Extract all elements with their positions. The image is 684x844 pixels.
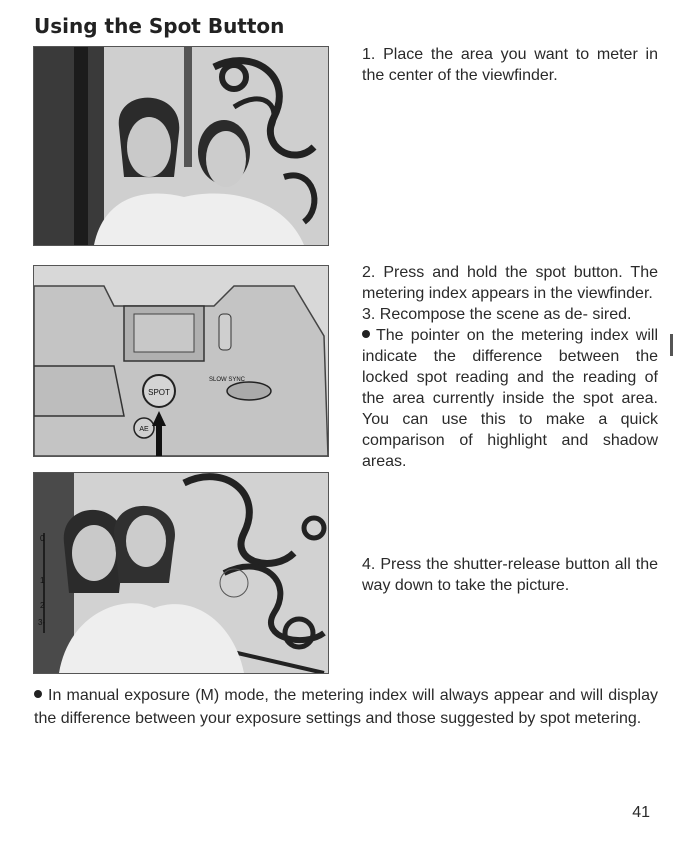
footer-note (34, 684, 658, 730)
metering-index-mark-mid: 1 (40, 576, 45, 585)
page-title: Using the Spot Button (34, 14, 285, 38)
photo-women-centered-image (34, 47, 328, 245)
step-3-note (362, 325, 658, 472)
step-4-text: 4. Press the shutter-release button all the way down to take the picture. (362, 556, 658, 594)
photo-women-centered (33, 46, 329, 246)
margin-change-bar (670, 334, 673, 356)
step-1-text: 1. Place the area you want to meter in the center of the viewfinder. (362, 46, 658, 84)
step-4-block (362, 554, 658, 596)
slow-sync-label: SLOW SYNC (209, 377, 246, 383)
bullet-icon (34, 690, 42, 698)
step-2-3-block (362, 262, 658, 472)
camera-body-drawing (34, 266, 328, 456)
photo-women-recomposed-image (34, 473, 328, 673)
camera-spot-button-illustration (33, 265, 329, 457)
photo-women-recomposed (33, 472, 329, 674)
spot-button-label: SPOT (148, 388, 170, 397)
page-number: 41 (632, 804, 650, 821)
lower-button-label: AE (139, 426, 149, 433)
metering-index-mark-top: 0 (40, 534, 45, 543)
step-3-note-text: The pointer on the metering index will indicate the difference between the locked spot reading and the reading of the area currently inside the spot area. You can use this to make a quick comparison of highlight and shadow areas. (362, 327, 658, 470)
step-3-text: 3. Recompose the scene as de- sired. (362, 306, 632, 323)
metering-index-mark-lower: 2 (40, 601, 45, 610)
step-1-block (362, 44, 658, 86)
footer-note-text: In manual exposure (M) mode, the metering index will always appear and will display the difference between your exposure settings and those suggested by spot metering. (34, 687, 658, 727)
metering-index-mark-bottom: 3- (38, 618, 46, 627)
bullet-icon (362, 330, 370, 338)
step-2-text: 2. Press and hold the spot button. The metering index appears in the viewfinder. (362, 264, 658, 302)
